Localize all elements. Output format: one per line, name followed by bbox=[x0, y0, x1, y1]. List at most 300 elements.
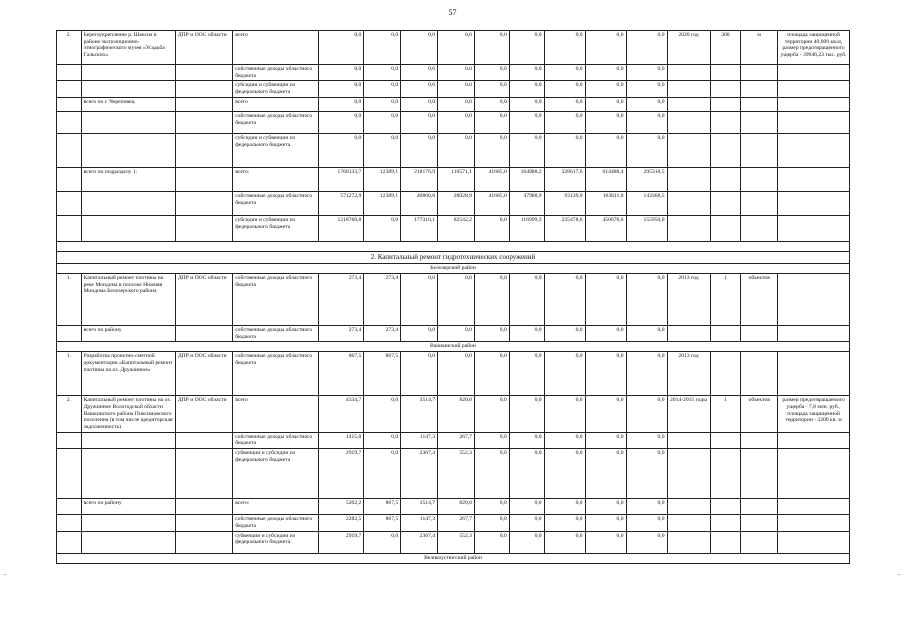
unit bbox=[741, 325, 778, 341]
amount-cell: 0,0 bbox=[319, 133, 364, 167]
amount-cell: 0,0 bbox=[626, 396, 667, 433]
row-number bbox=[57, 133, 82, 167]
executor: ДПР и ООС области bbox=[175, 31, 232, 65]
unit bbox=[741, 432, 778, 448]
amount-cell: 0,0 bbox=[474, 499, 509, 515]
table-row bbox=[57, 65, 850, 81]
expected-result bbox=[778, 531, 850, 553]
amount-cell: 0,0 bbox=[364, 65, 401, 81]
measure-name: Капитальный ремонт плотины на оз. Дружинное Вологодской области Вашкинского района Пиксимовского поселения (в том числе кредиторская задолженность) bbox=[81, 396, 175, 433]
amount-cell: 0,0 bbox=[438, 273, 475, 325]
amount-cell: 0,0 bbox=[544, 111, 585, 133]
amount-cell: 450676,6 bbox=[585, 215, 626, 241]
amount-cell: 82542,2 bbox=[438, 215, 475, 241]
amount-cell: 0,0 bbox=[364, 133, 401, 167]
unit bbox=[741, 65, 778, 81]
unit bbox=[741, 111, 778, 133]
amount-cell: 0,0 bbox=[474, 273, 509, 325]
quantity bbox=[710, 515, 741, 531]
period bbox=[667, 167, 710, 191]
unit: объектов bbox=[741, 273, 778, 325]
funding-source: всего bbox=[233, 97, 319, 111]
amount-cell: 12389,1 bbox=[364, 167, 401, 191]
period: 2013 год bbox=[667, 352, 710, 396]
amount-cell: 0,0 bbox=[585, 111, 626, 133]
amount-cell: 0,0 bbox=[438, 65, 475, 81]
executor bbox=[175, 65, 232, 81]
amount-cell: 552,3 bbox=[438, 449, 475, 499]
amount-cell: 0,0 bbox=[585, 81, 626, 97]
funding-source: собственные доходы областного бюджета bbox=[233, 325, 319, 341]
amount-cell: 0,0 bbox=[585, 499, 626, 515]
amount-cell: 0,0 bbox=[544, 81, 585, 97]
measure-name: всего по г. Череповец bbox=[81, 97, 175, 111]
row-number bbox=[57, 499, 82, 515]
amount-cell: 0,0 bbox=[509, 97, 544, 111]
row-number bbox=[57, 531, 82, 553]
amount-cell: 273,4 bbox=[319, 273, 364, 325]
table-row bbox=[57, 499, 850, 515]
table-row bbox=[57, 191, 850, 215]
quantity bbox=[710, 97, 741, 111]
amount-cell: 0,0 bbox=[474, 352, 509, 396]
expected-result bbox=[778, 191, 850, 215]
table-row bbox=[57, 396, 850, 433]
funding-source: субвенции и субсидии из федерального бюджета bbox=[233, 449, 319, 499]
executor bbox=[175, 97, 232, 111]
table-row bbox=[57, 133, 850, 167]
amount-cell: 163811,8 bbox=[585, 191, 626, 215]
period bbox=[667, 65, 710, 81]
executor bbox=[175, 133, 232, 167]
amount-cell: 110571,1 bbox=[438, 167, 475, 191]
amount-cell: 0,0 bbox=[544, 325, 585, 341]
amount-cell: 0,0 bbox=[585, 97, 626, 111]
amount-cell: 2367,4 bbox=[401, 449, 438, 499]
amount-cell: 0,0 bbox=[509, 81, 544, 97]
funding-source: субвенции и субсидии из федерального бюджета bbox=[233, 531, 319, 553]
amount-cell: 0,0 bbox=[585, 65, 626, 81]
row-number bbox=[57, 191, 82, 215]
executor bbox=[175, 432, 232, 448]
amount-cell: 267,7 bbox=[438, 432, 475, 448]
program-table bbox=[56, 30, 850, 564]
amount-cell: 820,0 bbox=[438, 396, 475, 433]
amount-cell: 0,0 bbox=[544, 515, 585, 531]
funding-source: всего: bbox=[233, 167, 319, 191]
quantity bbox=[710, 191, 741, 215]
row-number: 2. bbox=[57, 31, 82, 65]
measure-name bbox=[81, 215, 175, 241]
amount-cell: 0,0 bbox=[509, 499, 544, 515]
quantity bbox=[710, 449, 741, 499]
expected-result bbox=[778, 352, 850, 396]
period bbox=[667, 531, 710, 553]
section-title: 2. Капитальный ремонт гидротехнических сооружений bbox=[57, 251, 850, 263]
expected-result bbox=[778, 499, 850, 515]
amount-cell: 0,0 bbox=[509, 449, 544, 499]
amount-cell: 0,0 bbox=[509, 133, 544, 167]
amount-cell: 0,0 bbox=[544, 31, 585, 65]
measure-name bbox=[81, 133, 175, 167]
executor bbox=[175, 449, 232, 499]
amount-cell: 0,0 bbox=[319, 81, 364, 97]
executor: ДПР и ООС области bbox=[175, 273, 232, 325]
amount-cell: 0,0 bbox=[544, 531, 585, 553]
quantity bbox=[710, 65, 741, 81]
amount-cell: 0,0 bbox=[585, 531, 626, 553]
period bbox=[667, 515, 710, 531]
amount-cell: 0,0 bbox=[626, 97, 667, 111]
measure-name bbox=[81, 432, 175, 448]
amount-cell: 2282,5 bbox=[319, 515, 364, 531]
district-title: Вашкинский район bbox=[57, 342, 850, 352]
district-heading-row bbox=[57, 263, 850, 273]
amount-cell: 0,0 bbox=[626, 325, 667, 341]
amount-cell: 0,0 bbox=[438, 133, 475, 167]
amount-cell: 0,0 bbox=[364, 111, 401, 133]
amount-cell: 0,0 bbox=[364, 215, 401, 241]
executor: ДПР и ООС области bbox=[175, 352, 232, 396]
expected-result bbox=[778, 449, 850, 499]
funding-source: собственные доходы областного бюджета bbox=[233, 111, 319, 133]
amount-cell: 867,5 bbox=[364, 499, 401, 515]
amount-cell: 0,0 bbox=[626, 31, 667, 65]
spacer-row bbox=[57, 241, 850, 251]
amount-cell: 143368,5 bbox=[626, 191, 667, 215]
amount-cell: 0,0 bbox=[544, 432, 585, 448]
amount-cell: 0,0 bbox=[626, 515, 667, 531]
amount-cell: 47988,9 bbox=[509, 191, 544, 215]
amount-cell: 12389,1 bbox=[364, 191, 401, 215]
amount-cell: 2367,4 bbox=[401, 531, 438, 553]
quantity: 1 bbox=[710, 273, 741, 325]
amount-cell: 273,4 bbox=[319, 325, 364, 341]
amount-cell: 867,5 bbox=[319, 352, 364, 396]
funding-source: всего bbox=[233, 31, 319, 65]
row-number bbox=[57, 215, 82, 241]
amount-cell: 0,0 bbox=[474, 97, 509, 111]
row-number: 1. bbox=[57, 273, 82, 325]
right-edge-mark: – bbox=[897, 570, 901, 578]
amount-cell: 328617,6 bbox=[544, 167, 585, 191]
table-row bbox=[57, 325, 850, 341]
measure-name bbox=[81, 191, 175, 215]
expected-result bbox=[778, 65, 850, 81]
amount-cell: 0,0 bbox=[474, 31, 509, 65]
amount-cell: 867,5 bbox=[364, 515, 401, 531]
amount-cell: 0,0 bbox=[585, 31, 626, 65]
amount-cell: 0,0 bbox=[364, 396, 401, 433]
unit bbox=[741, 81, 778, 97]
quantity bbox=[710, 167, 741, 191]
funding-source: субсидии и субвенции из федерального бюджета bbox=[233, 215, 319, 241]
quantity: 1 bbox=[710, 396, 741, 433]
amount-cell: 164988,2 bbox=[509, 167, 544, 191]
funding-source: всего bbox=[233, 396, 319, 433]
measure-name bbox=[81, 81, 175, 97]
amount-cell: 273,4 bbox=[364, 325, 401, 341]
row-number bbox=[57, 325, 82, 341]
amount-cell: 93139,0 bbox=[544, 191, 585, 215]
district-heading-row bbox=[57, 553, 850, 563]
amount-cell: 0,0 bbox=[401, 111, 438, 133]
row-number bbox=[57, 432, 82, 448]
expected-result bbox=[778, 273, 850, 325]
amount-cell: 0,0 bbox=[474, 432, 509, 448]
amount-cell: 177316,1 bbox=[401, 215, 438, 241]
amount-cell: 820,0 bbox=[438, 499, 475, 515]
quantity bbox=[710, 81, 741, 97]
amount-cell: 0,0 bbox=[364, 31, 401, 65]
amount-cell: 1760133,7 bbox=[319, 167, 364, 191]
expected-result bbox=[778, 111, 850, 133]
amount-cell: 0,0 bbox=[626, 273, 667, 325]
quantity bbox=[710, 499, 741, 515]
executor bbox=[175, 499, 232, 515]
amount-cell: 0,0 bbox=[509, 111, 544, 133]
executor: ДПР и ООС области bbox=[175, 396, 232, 433]
period bbox=[667, 499, 710, 515]
amount-cell: 0,0 bbox=[474, 111, 509, 133]
amount-cell: 0,0 bbox=[401, 133, 438, 167]
expected-result bbox=[778, 97, 850, 111]
unit bbox=[741, 215, 778, 241]
row-number: 2. bbox=[57, 396, 82, 433]
amount-cell: 0,0 bbox=[474, 531, 509, 553]
amount-cell: 0,0 bbox=[544, 449, 585, 499]
amount-cell: 0,0 bbox=[401, 325, 438, 341]
amount-cell: 0,0 bbox=[438, 97, 475, 111]
amount-cell: 0,0 bbox=[509, 396, 544, 433]
funding-source: собственные доходы областного бюджета bbox=[233, 432, 319, 448]
amount-cell: 0,0 bbox=[364, 81, 401, 97]
expected-result bbox=[778, 325, 850, 341]
amount-cell: 0,0 bbox=[509, 31, 544, 65]
amount-cell: 0,0 bbox=[544, 396, 585, 433]
unit bbox=[741, 352, 778, 396]
period: 2013 год bbox=[667, 273, 710, 325]
amount-cell: 0,0 bbox=[626, 531, 667, 553]
amount-cell: 116999,3 bbox=[509, 215, 544, 241]
period bbox=[667, 191, 710, 215]
measure-name bbox=[81, 449, 175, 499]
amount-cell: 0,0 bbox=[474, 133, 509, 167]
amount-cell: 0,0 bbox=[585, 352, 626, 396]
executor bbox=[175, 111, 232, 133]
amount-cell: 0,0 bbox=[626, 352, 667, 396]
amount-cell: 0,0 bbox=[544, 352, 585, 396]
measure-name bbox=[81, 111, 175, 133]
unit: м bbox=[741, 31, 778, 65]
table-row bbox=[57, 167, 850, 191]
amount-cell: 0,0 bbox=[401, 273, 438, 325]
amount-cell: 2919,7 bbox=[319, 449, 364, 499]
amount-cell: 0,0 bbox=[364, 531, 401, 553]
funding-source: субсидии и субвенции из федерального бюджета bbox=[233, 133, 319, 167]
quantity bbox=[710, 111, 741, 133]
funding-source: субсидии и субвенции из федерального бюджета bbox=[233, 81, 319, 97]
amount-cell: 28028,9 bbox=[438, 191, 475, 215]
unit bbox=[741, 531, 778, 553]
row-number bbox=[57, 97, 82, 111]
funding-source: собственные доходы областного бюджета bbox=[233, 515, 319, 531]
executor bbox=[175, 167, 232, 191]
period bbox=[667, 325, 710, 341]
table-row bbox=[57, 81, 850, 97]
period: 2014-2015 годы bbox=[667, 396, 710, 433]
amount-cell: 0,0 bbox=[544, 133, 585, 167]
amount-cell: 0,0 bbox=[509, 273, 544, 325]
row-number bbox=[57, 167, 82, 191]
amount-cell: 0,0 bbox=[401, 65, 438, 81]
amount-cell: 0,0 bbox=[626, 65, 667, 81]
row-number bbox=[57, 81, 82, 97]
left-edge-mark: – bbox=[3, 570, 7, 578]
expected-result bbox=[778, 81, 850, 97]
amount-cell: 1218760,8 bbox=[319, 215, 364, 241]
row-number bbox=[57, 449, 82, 499]
amount-cell: 273,4 bbox=[364, 273, 401, 325]
period bbox=[667, 215, 710, 241]
unit: объектов bbox=[741, 396, 778, 433]
table-row bbox=[57, 449, 850, 499]
executor bbox=[175, 215, 232, 241]
amount-cell: 0,0 bbox=[474, 81, 509, 97]
expected-result bbox=[778, 515, 850, 531]
unit bbox=[741, 97, 778, 111]
unit bbox=[741, 133, 778, 167]
table-row bbox=[57, 97, 850, 111]
table-row bbox=[57, 273, 850, 325]
amount-cell: 40860,8 bbox=[401, 191, 438, 215]
measure-name bbox=[81, 515, 175, 531]
expected-result bbox=[778, 215, 850, 241]
row-number bbox=[57, 515, 82, 531]
row-number: 1. bbox=[57, 352, 82, 396]
period bbox=[667, 111, 710, 133]
measure-name: всего по району bbox=[81, 325, 175, 341]
amount-cell: 0,0 bbox=[474, 396, 509, 433]
period bbox=[667, 81, 710, 97]
period bbox=[667, 133, 710, 167]
amount-cell: 41685,0 bbox=[474, 167, 509, 191]
unit bbox=[741, 499, 778, 515]
executor bbox=[175, 531, 232, 553]
amount-cell: 0,0 bbox=[401, 352, 438, 396]
amount-cell: 0,0 bbox=[626, 133, 667, 167]
amount-cell: 0,0 bbox=[585, 396, 626, 433]
expected-result bbox=[778, 432, 850, 448]
amount-cell: 155950,0 bbox=[626, 215, 667, 241]
amount-cell: 0,0 bbox=[626, 432, 667, 448]
executor bbox=[175, 515, 232, 531]
section-heading-row bbox=[57, 251, 850, 263]
amount-cell: 2919,7 bbox=[319, 531, 364, 553]
measure-name: всего по подразделу 1: bbox=[81, 167, 175, 191]
amount-cell: 552,3 bbox=[438, 531, 475, 553]
amount-cell: 0,0 bbox=[626, 449, 667, 499]
unit bbox=[741, 167, 778, 191]
amount-cell: 3514,7 bbox=[401, 499, 438, 515]
amount-cell: 5202,2 bbox=[319, 499, 364, 515]
quantity bbox=[710, 215, 741, 241]
executor bbox=[175, 191, 232, 215]
amount-cell: 0,0 bbox=[474, 215, 509, 241]
amount-cell: 0,0 bbox=[319, 111, 364, 133]
amount-cell: 0,0 bbox=[401, 81, 438, 97]
expected-result bbox=[778, 133, 850, 167]
amount-cell: 0,0 bbox=[474, 325, 509, 341]
unit bbox=[741, 449, 778, 499]
measure-name: всего по району bbox=[81, 499, 175, 515]
amount-cell: 0,0 bbox=[438, 352, 475, 396]
amount-cell: 0,0 bbox=[509, 65, 544, 81]
amount-cell: 0,0 bbox=[626, 81, 667, 97]
amount-cell: 41685,0 bbox=[474, 191, 509, 215]
executor bbox=[175, 325, 232, 341]
period bbox=[667, 449, 710, 499]
amount-cell: 0,0 bbox=[509, 352, 544, 396]
table-row bbox=[57, 352, 850, 396]
amount-cell: 1147,3 bbox=[401, 515, 438, 531]
amount-cell: 0,0 bbox=[585, 449, 626, 499]
amount-cell: 0,0 bbox=[364, 449, 401, 499]
amount-cell: 0,0 bbox=[509, 531, 544, 553]
row-number bbox=[57, 65, 82, 81]
period: 2020 год bbox=[667, 31, 710, 65]
expected-result: размер предотвращаемого ущерба - 7,8 млн. руб., площадь защищенной территории - 3200 кв. м bbox=[778, 396, 850, 433]
amount-cell: 0,0 bbox=[438, 31, 475, 65]
amount-cell: 0,0 bbox=[438, 81, 475, 97]
amount-cell: 0,0 bbox=[544, 65, 585, 81]
amount-cell: 0,0 bbox=[401, 97, 438, 111]
amount-cell: 571272,9 bbox=[319, 191, 364, 215]
table-body bbox=[57, 31, 850, 564]
table-row bbox=[57, 31, 850, 65]
measure-name bbox=[81, 531, 175, 553]
amount-cell: 218176,9 bbox=[401, 167, 438, 191]
table-row bbox=[57, 111, 850, 133]
amount-cell: 0,0 bbox=[474, 65, 509, 81]
empty-cell bbox=[57, 241, 850, 251]
quantity bbox=[710, 133, 741, 167]
district-title: Великоустюгский район bbox=[57, 553, 850, 563]
district-heading-row bbox=[57, 342, 850, 352]
table-row bbox=[57, 515, 850, 531]
district-title: Белозерский район bbox=[57, 263, 850, 273]
amount-cell: 0,0 bbox=[626, 111, 667, 133]
funding-source: собственные доходы областного бюджета bbox=[233, 191, 319, 215]
amount-cell: 0,0 bbox=[585, 325, 626, 341]
period bbox=[667, 432, 710, 448]
amount-cell: 0,0 bbox=[474, 449, 509, 499]
measure-name: Берегоукрепление р. Шексна в районе экспозиционно-этнографического музея «Усадьба Гальских» bbox=[81, 31, 175, 65]
table-row bbox=[57, 531, 850, 553]
funding-source: собственные доходы областного бюджета bbox=[233, 65, 319, 81]
measure-name: Капитальный ремонт плотины на реке Мондома в поселке Нижняя Мондома Белозерского района bbox=[81, 273, 175, 325]
amount-cell: 614488,4 bbox=[585, 167, 626, 191]
amount-cell: 0,0 bbox=[319, 31, 364, 65]
amount-cell: 0,0 bbox=[544, 273, 585, 325]
table-row bbox=[57, 215, 850, 241]
amount-cell: 267,7 bbox=[438, 515, 475, 531]
amount-cell: 0,0 bbox=[509, 515, 544, 531]
amount-cell: 0,0 bbox=[585, 133, 626, 167]
amount-cell: 0,0 bbox=[319, 65, 364, 81]
amount-cell: 0,0 bbox=[509, 325, 544, 341]
amount-cell: 0,0 bbox=[544, 499, 585, 515]
